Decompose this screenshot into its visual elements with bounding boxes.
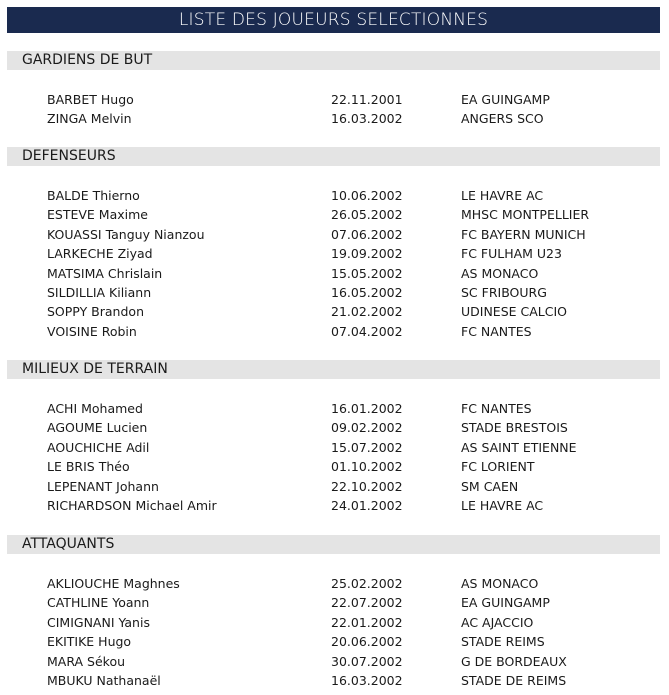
player-row	[0, 496, 669, 515]
player-row	[0, 264, 669, 283]
player-club: SC FRIBOURG	[461, 284, 547, 300]
player-row	[0, 632, 669, 651]
player-name: CATHLINE Yoann	[47, 595, 150, 611]
player-club: AC AJACCIO	[461, 614, 534, 630]
player-row	[0, 244, 669, 263]
player-name: LARKECHE Ziyad	[47, 246, 153, 262]
player-club: FC LORIENT	[461, 459, 535, 475]
player-name: ESTEVE Maxime	[47, 207, 148, 223]
section-header: GARDIENS DE BUT	[7, 51, 660, 70]
player-name: LEPENANT Johann	[47, 478, 159, 494]
player-row	[0, 593, 669, 612]
player-list	[0, 186, 669, 341]
player-row	[0, 399, 669, 418]
player-club: ANGERS SCO	[461, 111, 544, 127]
player-dob: 22.01.2002	[331, 614, 403, 630]
player-name: ZINGA Melvin	[47, 111, 132, 127]
player-row	[0, 225, 669, 244]
section-header: MILIEUX DE TERRAIN	[7, 360, 660, 379]
player-club: MHSC MONTPELLIER	[461, 207, 590, 223]
player-dob: 16.01.2002	[331, 401, 403, 416]
player-row	[0, 477, 669, 496]
player-club: LE HAVRE AC	[461, 188, 544, 203]
player-row	[0, 186, 669, 205]
player-dob: 10.06.2002	[331, 188, 403, 203]
player-name: MARA Sékou	[47, 653, 126, 669]
player-name: MATSIMA Chrislain	[47, 265, 163, 281]
player-row	[0, 574, 669, 593]
player-row	[0, 418, 669, 437]
player-name: EKITIKE Hugo	[47, 634, 132, 650]
player-club: FC BAYERN MUNICH	[461, 226, 586, 242]
player-club: G DE BORDEAUX	[461, 653, 567, 669]
player-name: SILDILLIA Kiliann	[47, 284, 152, 300]
player-name: AGOUME Lucien	[47, 420, 148, 436]
player-dob: 22.10.2002	[331, 478, 403, 494]
player-name: AKLIOUCHE Maghnes	[47, 576, 180, 591]
player-row	[0, 205, 669, 224]
player-row	[0, 438, 669, 457]
player-name: BARBET Hugo	[47, 92, 134, 107]
player-dob: 15.07.2002	[331, 439, 403, 455]
player-dob: 19.09.2002	[331, 246, 403, 262]
player-club: AS MONACO	[461, 265, 539, 281]
player-name: MBUKU Nathanaël	[47, 672, 161, 688]
player-dob: 24.01.2002	[331, 497, 403, 513]
player-club: LE HAVRE AC	[461, 497, 544, 513]
player-dob: 09.02.2002	[331, 420, 403, 436]
player-dob: 21.02.2002	[331, 304, 403, 320]
player-row	[0, 302, 669, 321]
player-row	[0, 283, 669, 302]
player-row	[0, 457, 669, 476]
player-name: KOUASSI Tanguy Nianzou	[47, 226, 205, 242]
player-name: ACHI Mohamed	[47, 401, 143, 416]
player-club: SM CAEN	[461, 478, 519, 494]
player-dob: 25.02.2002	[331, 576, 403, 591]
player-dob: 07.06.2002	[331, 226, 403, 242]
player-row	[0, 652, 669, 671]
player-dob: 26.05.2002	[331, 207, 403, 223]
player-dob: 16.03.2002	[331, 672, 403, 688]
player-dob: 07.04.2002	[331, 323, 403, 339]
page-title: LISTE DES JOUEURS SELECTIONNES	[7, 7, 660, 33]
player-dob: 20.06.2002	[331, 634, 403, 650]
player-name: AOUCHICHE Adil	[47, 439, 150, 455]
player-list	[0, 574, 669, 690]
player-list	[0, 399, 669, 515]
player-dob: 30.07.2002	[331, 653, 403, 669]
player-row	[0, 671, 669, 690]
player-club: STADE DE REIMS	[461, 672, 567, 688]
player-name: SOPPY Brandon	[47, 304, 144, 320]
player-name: RICHARDSON Michael Amir	[47, 497, 217, 513]
player-list	[0, 90, 669, 129]
player-dob: 22.07.2002	[331, 595, 403, 611]
player-club: STADE BRESTOIS	[461, 420, 568, 436]
player-club: AS SAINT ETIENNE	[461, 439, 577, 455]
player-row	[0, 613, 669, 632]
player-club: EA GUINGAMP	[461, 92, 550, 107]
section-header: DEFENSEURS	[7, 147, 660, 166]
player-dob: 22.11.2001	[331, 92, 403, 107]
player-name: VOISINE Robin	[47, 323, 137, 339]
player-dob: 16.03.2002	[331, 111, 403, 127]
player-row	[0, 109, 669, 128]
player-dob: 01.10.2002	[331, 459, 403, 475]
player-name: BALDE Thierno	[47, 188, 140, 203]
player-club: UDINESE CALCIO	[461, 304, 568, 320]
player-club: FC FULHAM U23	[461, 246, 562, 262]
player-club: FC NANTES	[461, 401, 532, 416]
player-dob: 15.05.2002	[331, 265, 403, 281]
player-name: LE BRIS Théo	[47, 459, 130, 475]
player-club: EA GUINGAMP	[461, 595, 550, 611]
player-row	[0, 90, 669, 109]
player-club: AS MONACO	[461, 576, 539, 591]
player-club: STADE REIMS	[461, 634, 545, 650]
player-row	[0, 322, 669, 341]
player-name: CIMIGNANI Yanis	[47, 614, 150, 630]
section-header: ATTAQUANTS	[7, 535, 660, 554]
player-club: FC NANTES	[461, 323, 532, 339]
player-dob: 16.05.2002	[331, 284, 403, 300]
